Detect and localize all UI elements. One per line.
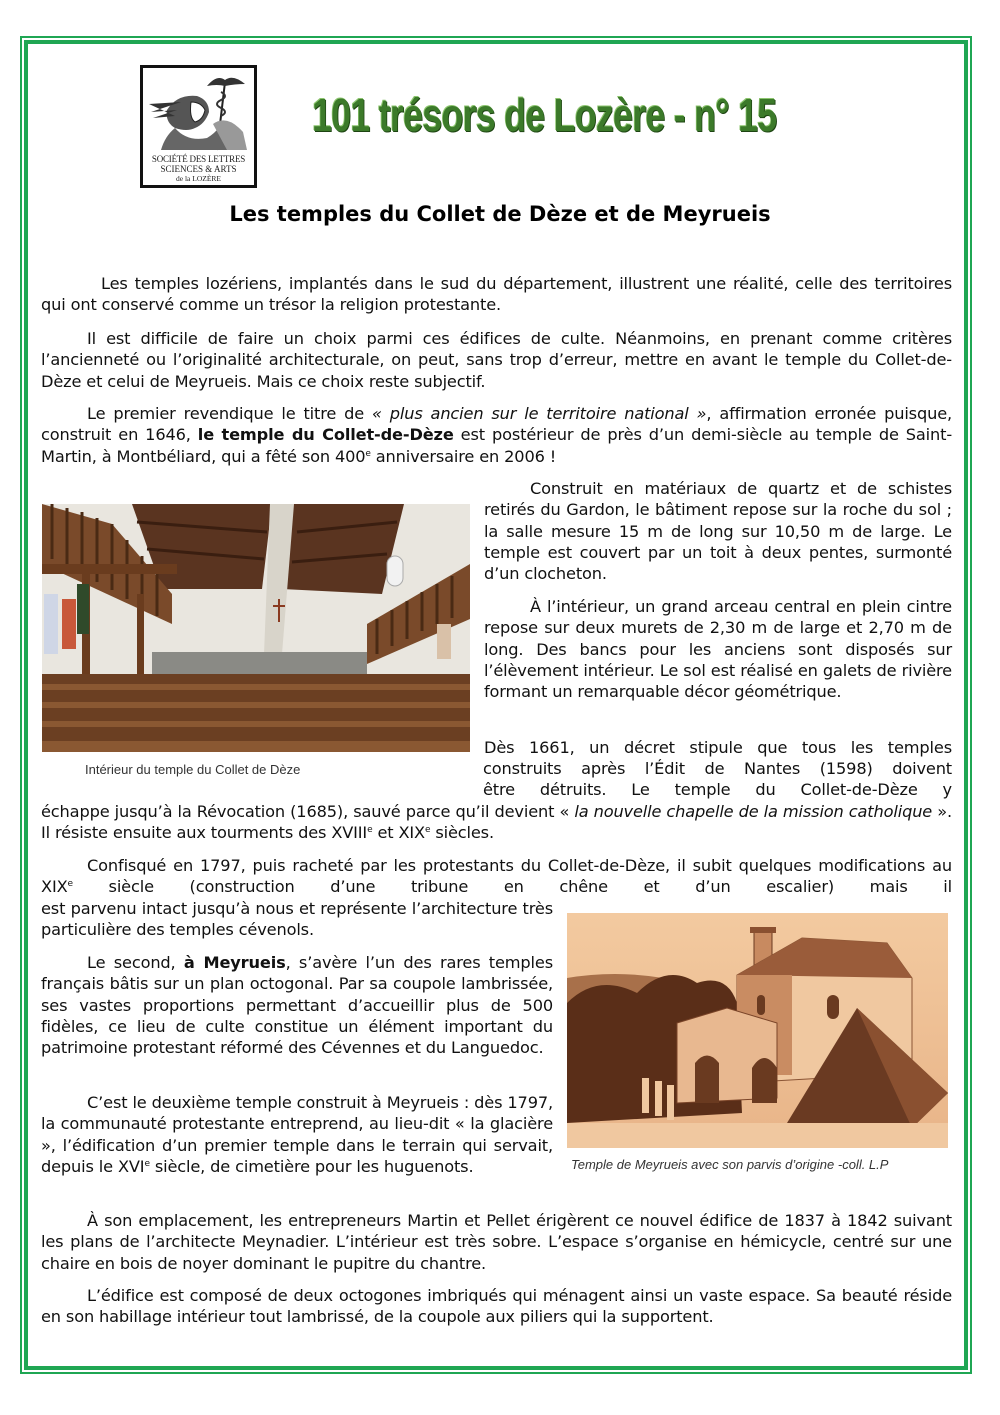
paragraph-interior [484, 596, 952, 702]
bold-place-name: à Meyrueis [183, 953, 286, 972]
paragraph-choice [41, 328, 952, 392]
paragraph-text: Construit en matériaux de quartz et de schistes retirés du Gardon, le bâtiment repose sur la roche du sol ; la salle mesure 15 m de long sur 10,50 m de large. Le temple est couvert par un toit à deux pentes, surmonté d’un clocheton. [484, 479, 952, 584]
paragraph-text: anniversaire en 2006 ! [370, 446, 557, 466]
paragraph-text: , s’avère l’un des rares temples français bâtis sur un plan octogonal. Par sa coupole lambrissée, ses vastes proportions permettant d’accueillir plus de 500 fidèles, ce lieu de culte constitue un élément important du patrimoine protestant réformé des Cévennes et du Languedoc. [41, 953, 553, 1058]
superscript: e [424, 825, 431, 836]
paragraph-text: échappe jusqu’à la Révocation (1685), sauvé parce qu’il devient « [41, 802, 575, 821]
paragraph-octagons [41, 1285, 952, 1328]
paragraph-decree-line3 [483, 779, 952, 800]
paragraph-text: Les temples lozériens, implantés dans le sud du département, illustrent une réalité, celle des territoires qui ont conservé comme un trésor la religion protestante. [41, 274, 952, 315]
church-interior-image [42, 504, 470, 752]
paragraph-text: et XIX [372, 823, 425, 843]
article-title: Les temples du Collet de Dèze et de Meyrueis [229, 202, 771, 226]
logo-text-line2: SCIENCES & ARTS [160, 164, 237, 174]
paragraph-meyrueis [41, 952, 553, 1058]
paragraph-text: L’édifice est composé de deux octogones imbriqués qui ménagent ainsi un vaste espace. Sa beauté réside en son habillage intérieur tout lambrissé, de la coupole aux piliers qui la supportent. [41, 1286, 952, 1327]
caption-meyrueis: Temple de Meyrueis avec son parvis d’origine -coll. L.P [571, 1157, 889, 1172]
paragraph-text: ». Il résiste ensuite aux tourments des XVIII [41, 802, 952, 843]
paragraph-intro [41, 273, 952, 316]
paragraph-confiscated-cont [41, 898, 553, 941]
paragraph-construction-meyrueis [41, 1210, 952, 1274]
paragraph-decree-line2 [483, 758, 952, 779]
paragraph-text: Confisqué en 1797, puis racheté par les protestants du Collet-de-Dèze, il subit quelques modifications au XIX [41, 856, 952, 897]
paragraph-confiscated [41, 855, 952, 898]
quote-italic: la nouvelle chapelle de la mission catholique [574, 802, 933, 821]
paragraph-first-temple [41, 403, 952, 467]
paragraph-text: est parvenu intact jusqu’à nous et représente l’architecture très particulière des temples cévenols. [41, 899, 553, 940]
paragraph-text: Le second, [87, 953, 184, 972]
paragraph-second-temple [41, 1092, 553, 1177]
superscript: e [144, 1158, 150, 1169]
logo-text-line3: de la LOZÈRE [176, 174, 221, 183]
series-title: 101 trésors de Lozère - n° 15 [312, 89, 777, 141]
paragraph-text: être détruits. Le temple du Collet-de-Dèze y [483, 780, 952, 799]
paragraph-decree-line1 [484, 737, 952, 758]
caption-interior: Intérieur du temple du Collet de Dèze [85, 762, 301, 777]
superscript: e [67, 879, 73, 890]
paragraph-text: Dès 1661, un décret stipule que tous les temples [484, 738, 952, 757]
paragraph-decree-cont [41, 801, 952, 844]
paragraph-text: À son emplacement, les entrepreneurs Martin et Pellet érigèrent ce nouvel édifice de 1837 à 1842 suivant les plans de l’architecte Meynadier. L’intérieur est très sobre. L’espace s’organise en hémicycle, centré sur une chaire en bois de noyer dominant le pupitre du chantre. [41, 1211, 952, 1273]
society-logo [140, 65, 257, 188]
superscript: e [365, 448, 371, 459]
paragraph-construction [484, 478, 952, 584]
logo-text-line1: SOCIÉTÉ DES LETTRES [151, 154, 246, 164]
bold-temple-name: le temple du Collet-de-Dèze [197, 425, 454, 445]
paragraph-text: est postérieur de près d’un demi-siècle au temple de Saint-Martin, à Montbéliard, qui a fêté son 400 [41, 425, 953, 466]
paragraph-text: , affirmation erronée puisque, construit en 1646, [41, 404, 952, 445]
paragraph-text: Le premier revendique le titre de [87, 404, 372, 423]
paragraph-text: construits après l’Édit de Nantes (1598) doivent [483, 759, 952, 778]
superscript: e [367, 825, 373, 836]
quote-italic: « plus ancien sur le territoire national » [371, 404, 707, 423]
paragraph-text: Il est difficile de faire un choix parmi ces édifices de culte. Néanmoins, en prenant comme critères l’ancienneté ou l’originalité architecturale, on peut, sans trop d’erreur, mettre en avant le temple du Collet-de-Dèze et celui de Meyrueis. Mais ce choix reste subjectif. [41, 329, 952, 391]
hermes-icon [147, 72, 252, 152]
paragraph-text: C’est le deuxième temple construit à Meyrueis : dès 1797, la communauté protestante entreprend, au lieu-dit « la glacière », l’édification d’un premier temple dans le terrain qui servait, depuis le XVI [41, 1093, 553, 1176]
paragraph-text: siècle (construction d’une tribune en chêne et d’un escalier) mais il [72, 877, 952, 897]
paragraph-text: siècles. [430, 823, 494, 843]
photo-interior-collet-de-deze [42, 504, 470, 752]
paragraph-text: siècle, de cimetière pour les huguenots. [149, 1156, 474, 1176]
paragraph-text: À l’intérieur, un grand arceau central en plein cintre repose sur deux murets de 2,30 m de large et 2,70 m de long. Des bancs pour les anciens sont disposés sur l’élèvement intérieur. Le sol est réalisé en galets de rivière formant un remarquable décor géométrique. [484, 597, 952, 702]
temple-exterior-image [567, 913, 948, 1148]
photo-temple-meyrueis [567, 913, 948, 1148]
